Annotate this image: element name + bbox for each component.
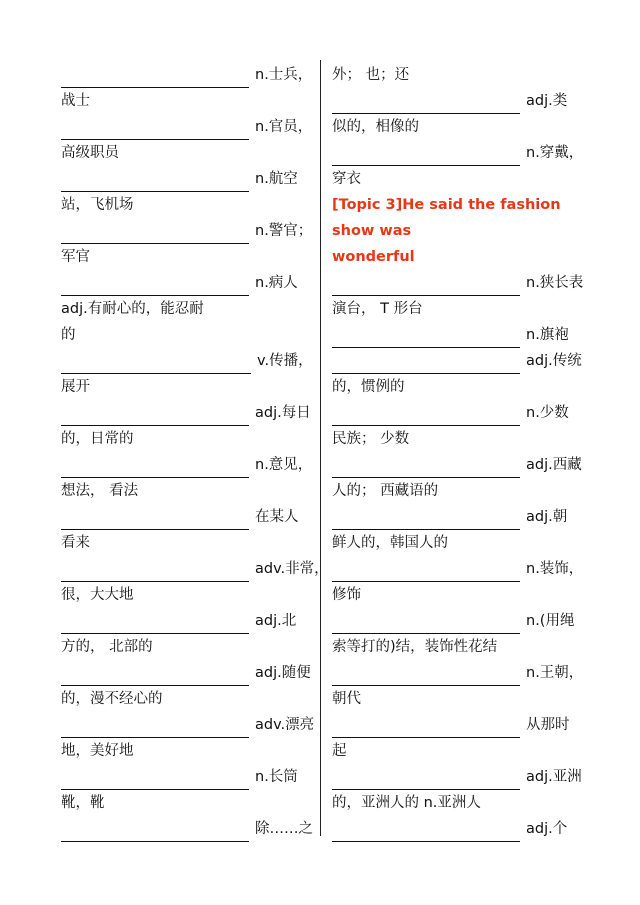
definition-text: n.官员， — [255, 119, 313, 135]
definition-continuation: 靴，靴 — [61, 795, 105, 811]
vocab-row — [332, 504, 582, 530]
answer-blank[interactable] — [61, 223, 249, 244]
definition-continuation: 似的，相像的 — [332, 119, 419, 135]
definition-continuation: 的 — [61, 327, 76, 343]
definition-text: adv.漂亮 — [255, 717, 315, 733]
definition-continuation: 的，亚洲人的 n.亚洲人 — [332, 795, 481, 811]
vocab-entry — [332, 608, 582, 660]
definition-continuation: 想法， 看法 — [61, 483, 139, 499]
definition-text: n.士兵， — [255, 67, 313, 83]
answer-blank[interactable] — [332, 613, 520, 634]
vocab-row — [332, 660, 582, 686]
definition-text: n.王朝， — [526, 665, 584, 681]
answer-blank[interactable] — [332, 145, 520, 166]
answer-blank[interactable] — [61, 353, 251, 374]
definition-text: adj.西藏 — [526, 457, 582, 473]
definition-continuation: 民族； 少数 — [332, 431, 410, 447]
definition-continuation: 军官 — [61, 249, 90, 265]
definition-text: n.长筒 — [255, 769, 298, 785]
vocab-row — [61, 166, 319, 192]
definition-text: n.警官； — [255, 223, 313, 239]
answer-blank[interactable] — [332, 769, 520, 790]
definition-text: n.航空 — [255, 171, 298, 187]
definition-text: 在某人 — [255, 509, 299, 525]
vocab-row — [332, 452, 582, 478]
definition-text: n.装饰， — [526, 561, 584, 577]
vocab-entry — [61, 62, 319, 114]
answer-blank[interactable] — [61, 561, 249, 582]
definition-continuation: 演台， T 形台 — [332, 301, 423, 317]
vocab-row — [61, 114, 319, 140]
definition-text: v.传播， — [257, 353, 313, 369]
answer-blank[interactable] — [61, 665, 249, 686]
vocab-entry — [332, 270, 582, 322]
vocab-entry — [332, 452, 582, 504]
vocab-row — [61, 712, 319, 738]
vocab-entry — [61, 712, 319, 764]
answer-blank[interactable] — [61, 613, 249, 634]
answer-blank[interactable] — [61, 457, 249, 478]
vocab-row — [61, 270, 319, 296]
definition-text: 从那时 — [526, 717, 570, 733]
vocab-row — [332, 608, 582, 634]
definition-continuation: 索等打的)结，装饰性花结 — [332, 639, 498, 655]
definition-continuation: 修饰 — [332, 587, 361, 603]
vocab-entry — [61, 114, 319, 166]
vocab-entry — [61, 218, 319, 270]
answer-blank[interactable] — [61, 67, 249, 88]
vocab-row — [332, 816, 582, 842]
vocab-entry — [332, 322, 582, 348]
vocab-row — [61, 764, 319, 790]
vocab-entry — [61, 504, 319, 556]
answer-blank[interactable] — [61, 821, 249, 842]
definition-continuation: 起 — [332, 743, 347, 759]
definition-continuation: adj.有耐心的，能忍耐 — [61, 301, 204, 317]
answer-blank[interactable] — [332, 405, 520, 426]
vocab-row — [332, 764, 582, 790]
answer-blank[interactable] — [332, 327, 520, 348]
vocab-row — [332, 712, 582, 738]
vocab-entry — [61, 816, 319, 842]
vocab-row — [332, 140, 582, 166]
definition-text: adj.亚洲 — [526, 769, 582, 785]
vocab-entry — [61, 556, 329, 608]
continuation-text: 外； 也；还 — [332, 67, 410, 83]
definition-continuation: 站，飞机场 — [61, 197, 134, 213]
answer-blank[interactable] — [332, 665, 520, 686]
vocab-entry — [61, 452, 319, 504]
definition-text: adj.类 — [526, 93, 568, 109]
definition-text: n.狭长表 — [526, 275, 584, 291]
vocab-row — [332, 400, 582, 426]
definition-continuation: 的，漫不经心的 — [61, 691, 163, 707]
definition-text: adj.朝 — [526, 509, 568, 525]
answer-blank[interactable] — [61, 405, 249, 426]
answer-blank[interactable] — [332, 509, 520, 530]
definition-text: n.意见， — [255, 457, 313, 473]
answer-blank[interactable] — [332, 821, 520, 842]
definition-continuation: 地，美好地 — [61, 743, 134, 759]
left-column — [61, 62, 329, 842]
definition-continuation: 展开 — [61, 379, 90, 395]
vocab-row — [332, 556, 582, 582]
definition-text: 除……之 — [255, 821, 313, 837]
vocab-row — [61, 62, 319, 88]
definition-text: n.少数 — [526, 405, 569, 421]
vocab-entry — [332, 348, 582, 400]
vocab-row — [61, 608, 319, 634]
definition-continuation: 高级职员 — [61, 145, 119, 161]
definition-continuation: 看来 — [61, 535, 90, 551]
vocab-row — [332, 348, 582, 374]
answer-blank[interactable] — [332, 457, 520, 478]
answer-blank[interactable] — [332, 561, 520, 582]
topic-heading — [332, 192, 582, 270]
vocab-row — [61, 218, 319, 244]
vocab-entry — [332, 660, 582, 712]
definition-text: adj.个 — [526, 821, 568, 837]
vocab-entry — [61, 166, 319, 218]
definition-continuation: 的，日常的 — [61, 431, 134, 447]
definition-continuation: 方的， 北部的 — [61, 639, 153, 655]
definition-text: n.旗袍 — [526, 327, 569, 343]
answer-blank[interactable] — [332, 93, 520, 114]
definition-text: adj.传统 — [526, 353, 582, 369]
vocab-entry — [332, 816, 582, 842]
definition-text: adv.非常， — [255, 561, 329, 577]
vocab-row — [332, 270, 582, 296]
definition-continuation: 穿衣 — [332, 171, 361, 187]
vocab-entry — [332, 88, 582, 140]
definition-text: adj.每日 — [255, 405, 311, 421]
right-column — [332, 62, 582, 842]
answer-blank[interactable] — [332, 275, 520, 296]
answer-blank[interactable] — [61, 171, 249, 192]
definition-continuation: 朝代 — [332, 691, 361, 707]
definition-continuation: 战士 — [61, 93, 90, 109]
definition-text: n.穿戴， — [526, 145, 584, 161]
answer-blank[interactable] — [332, 717, 520, 738]
vocab-entry — [332, 504, 582, 556]
vocab-row — [61, 400, 319, 426]
definition-text: n.(用绳 — [526, 613, 575, 629]
vocab-entry — [332, 140, 582, 192]
answer-blank[interactable] — [61, 275, 249, 296]
vocab-row — [332, 322, 582, 348]
answer-blank[interactable] — [61, 717, 249, 738]
vocab-entry — [332, 556, 582, 608]
vocab-row — [61, 504, 319, 530]
answer-blank[interactable] — [332, 353, 520, 374]
definition-text: n.病人 — [255, 275, 298, 291]
definition-continuation: 的，惯例的 — [332, 379, 405, 395]
definition-continuation: 很，大大地 — [61, 587, 134, 603]
topic-heading-line: wonderful — [332, 249, 415, 265]
definition-text: adj.北 — [255, 613, 297, 629]
definition-continuation: 人的； 西藏语的 — [332, 483, 439, 499]
vocab-entry — [61, 660, 319, 712]
vocab-entry — [332, 764, 582, 816]
vocab-entry — [332, 400, 582, 452]
vocab-entry — [61, 400, 319, 452]
column-divider — [320, 60, 321, 836]
topic-heading-line: show was — [332, 223, 412, 239]
vocab-entry — [61, 764, 319, 816]
vocab-row — [61, 556, 329, 582]
definition-continuation: 鲜人的，韩国人的 — [332, 535, 448, 551]
vocab-row — [332, 88, 582, 114]
vocab-row — [61, 660, 319, 686]
definition-text: adj.随便 — [255, 665, 311, 681]
vocab-entry — [332, 712, 582, 764]
answer-blank[interactable] — [61, 769, 249, 790]
vocab-entry — [61, 270, 319, 348]
vocab-row — [61, 452, 319, 478]
vocab-entry — [61, 348, 319, 400]
vocab-entry — [61, 608, 319, 660]
vocab-row — [61, 816, 319, 842]
answer-blank[interactable] — [61, 119, 249, 140]
topic-heading-line: [Topic 3]He said the fashion — [332, 197, 561, 213]
answer-blank[interactable] — [61, 509, 249, 530]
vocab-row — [61, 348, 319, 374]
